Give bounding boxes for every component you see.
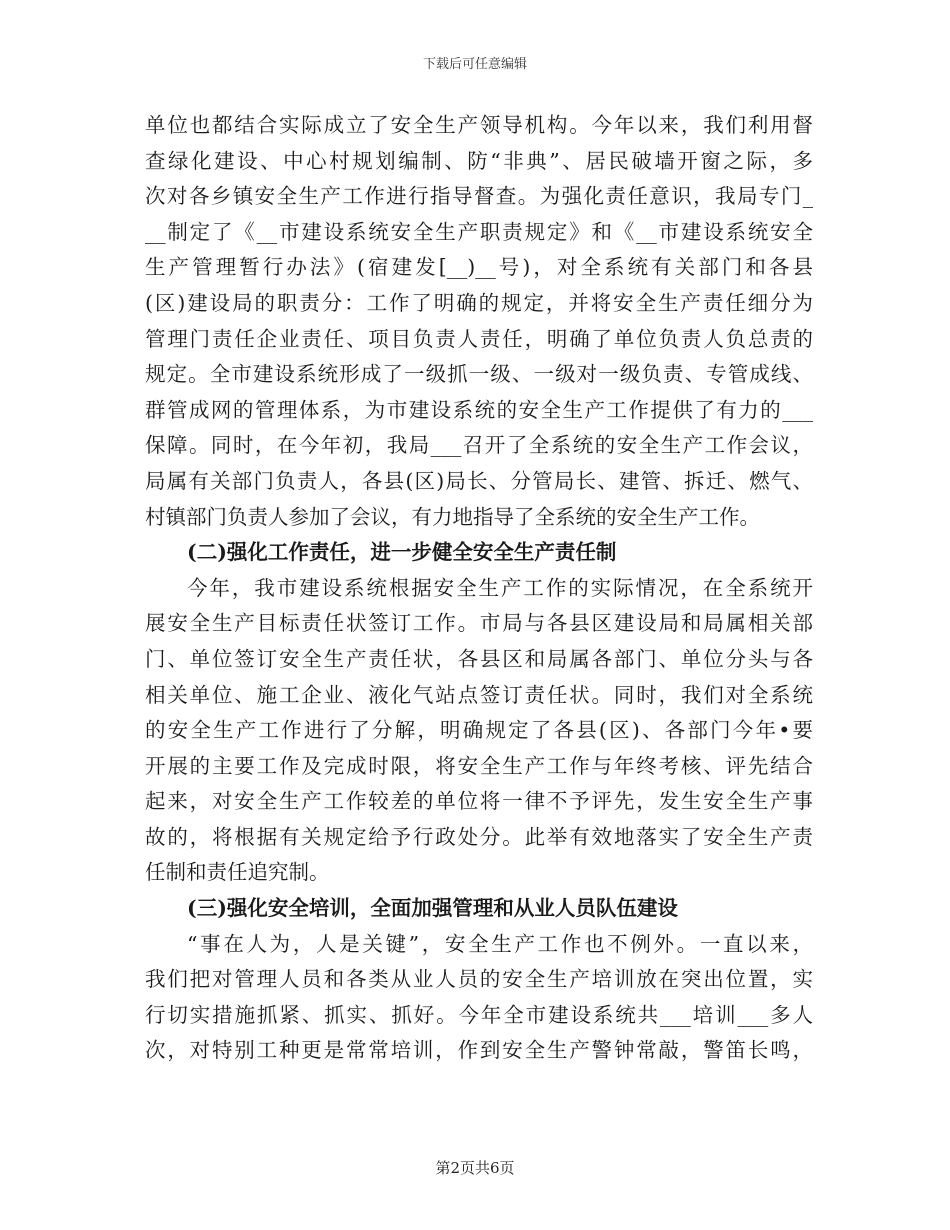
body-line: (区)建设局的职责分：工作了明确的规定，并将安全生产责任细分为	[145, 290, 813, 315]
body-line: 行切实措施抓紧、抓实、抓好。今年全市建设系统共___培训___多人	[145, 1002, 813, 1027]
body-line: 保障。同时，在今年初，我局___召开了全系统的安全生产工作会议，	[145, 433, 813, 458]
body-line: 故的，将根据有关规定给予行政处分。此举有效地落实了安全生产责	[145, 824, 813, 849]
body-line: 村镇部门负责人参加了会议，有力地指导了全系统的安全生产工作。	[145, 504, 760, 529]
body-line: “事在人为，人是关键”，安全生产工作也不例外。一直以来，	[187, 931, 813, 956]
section-heading: (二)强化工作责任，进一步健全安全生产责任制	[187, 540, 617, 565]
body-line: 生产管理暂行办法》(宿建发[__)__号)，对全系统有关部门和各县	[145, 255, 813, 280]
page-footer: 第2页共6页	[435, 1159, 515, 1177]
body-line: 管理门责任企业责任、项目负责人责任，明确了单位负责人负总责的	[145, 326, 813, 351]
body-line: 开展的主要工作及完成时限，将安全生产工作与年终考核、评先结合	[145, 753, 813, 778]
body-line: 任制和责任追究制。	[145, 860, 330, 885]
body-line: 单位也都结合实际成立了安全生产领导机构。今年以来，我们利用督	[145, 113, 813, 137]
body-line: 查绿化建设、中心村规划编制、防“非典”、居民破墙开窗之际，多	[145, 148, 813, 173]
body-line: 次，对特别工种更是常常培训，作到安全生产警钟常敲，警笛长鸣，	[145, 1038, 813, 1063]
body-line: 的安全生产工作进行了分解，明确规定了各县(区)、各部门今年•要	[145, 718, 813, 743]
body-line: 我们把对管理人员和各类从业人员的安全生产培训放在突出位置，实	[145, 967, 813, 992]
body-line: 今年，我市建设系统根据安全生产工作的实际情况，在全系统开	[187, 575, 813, 600]
body-line: __制定了《__市建设系统安全生产职责规定》和《__市建设系统安全	[145, 219, 813, 244]
body-line: 门、单位签订安全生产责任状，各县区和局属各部门、单位分头与各	[145, 646, 813, 671]
body-line: 次对各乡镇安全生产工作进行指导督查。为强化责任意识，我局专门_	[145, 184, 813, 209]
body-line: 规定。全市建设系统形成了一级抓一级、一级对一级负责、专管成线、	[145, 362, 813, 387]
body-line: 起来，对安全生产工作较差的单位将一律不予评先，发生安全生产事	[145, 789, 813, 814]
section-heading: (三)强化安全培训，全面加强管理和从业人员队伍建设	[187, 896, 678, 921]
body-line: 群管成网的管理体系，为市建设系统的安全生产工作提供了有力的___	[145, 397, 813, 422]
body-line: 相关单位、施工企业、液化气站点签订责任状。同时，我们对全系统	[145, 682, 813, 707]
body-line: 局属有关部门负责人，各县(区)局长、分管局长、建管、拆迁、燃气、	[145, 468, 813, 493]
body-line: 展安全生产目标责任状签订工作。市局与各县区建设局和局属相关部	[145, 611, 813, 636]
page-header: 下载后可任意编辑	[422, 57, 527, 72]
document-body	[145, 108, 813, 1069]
